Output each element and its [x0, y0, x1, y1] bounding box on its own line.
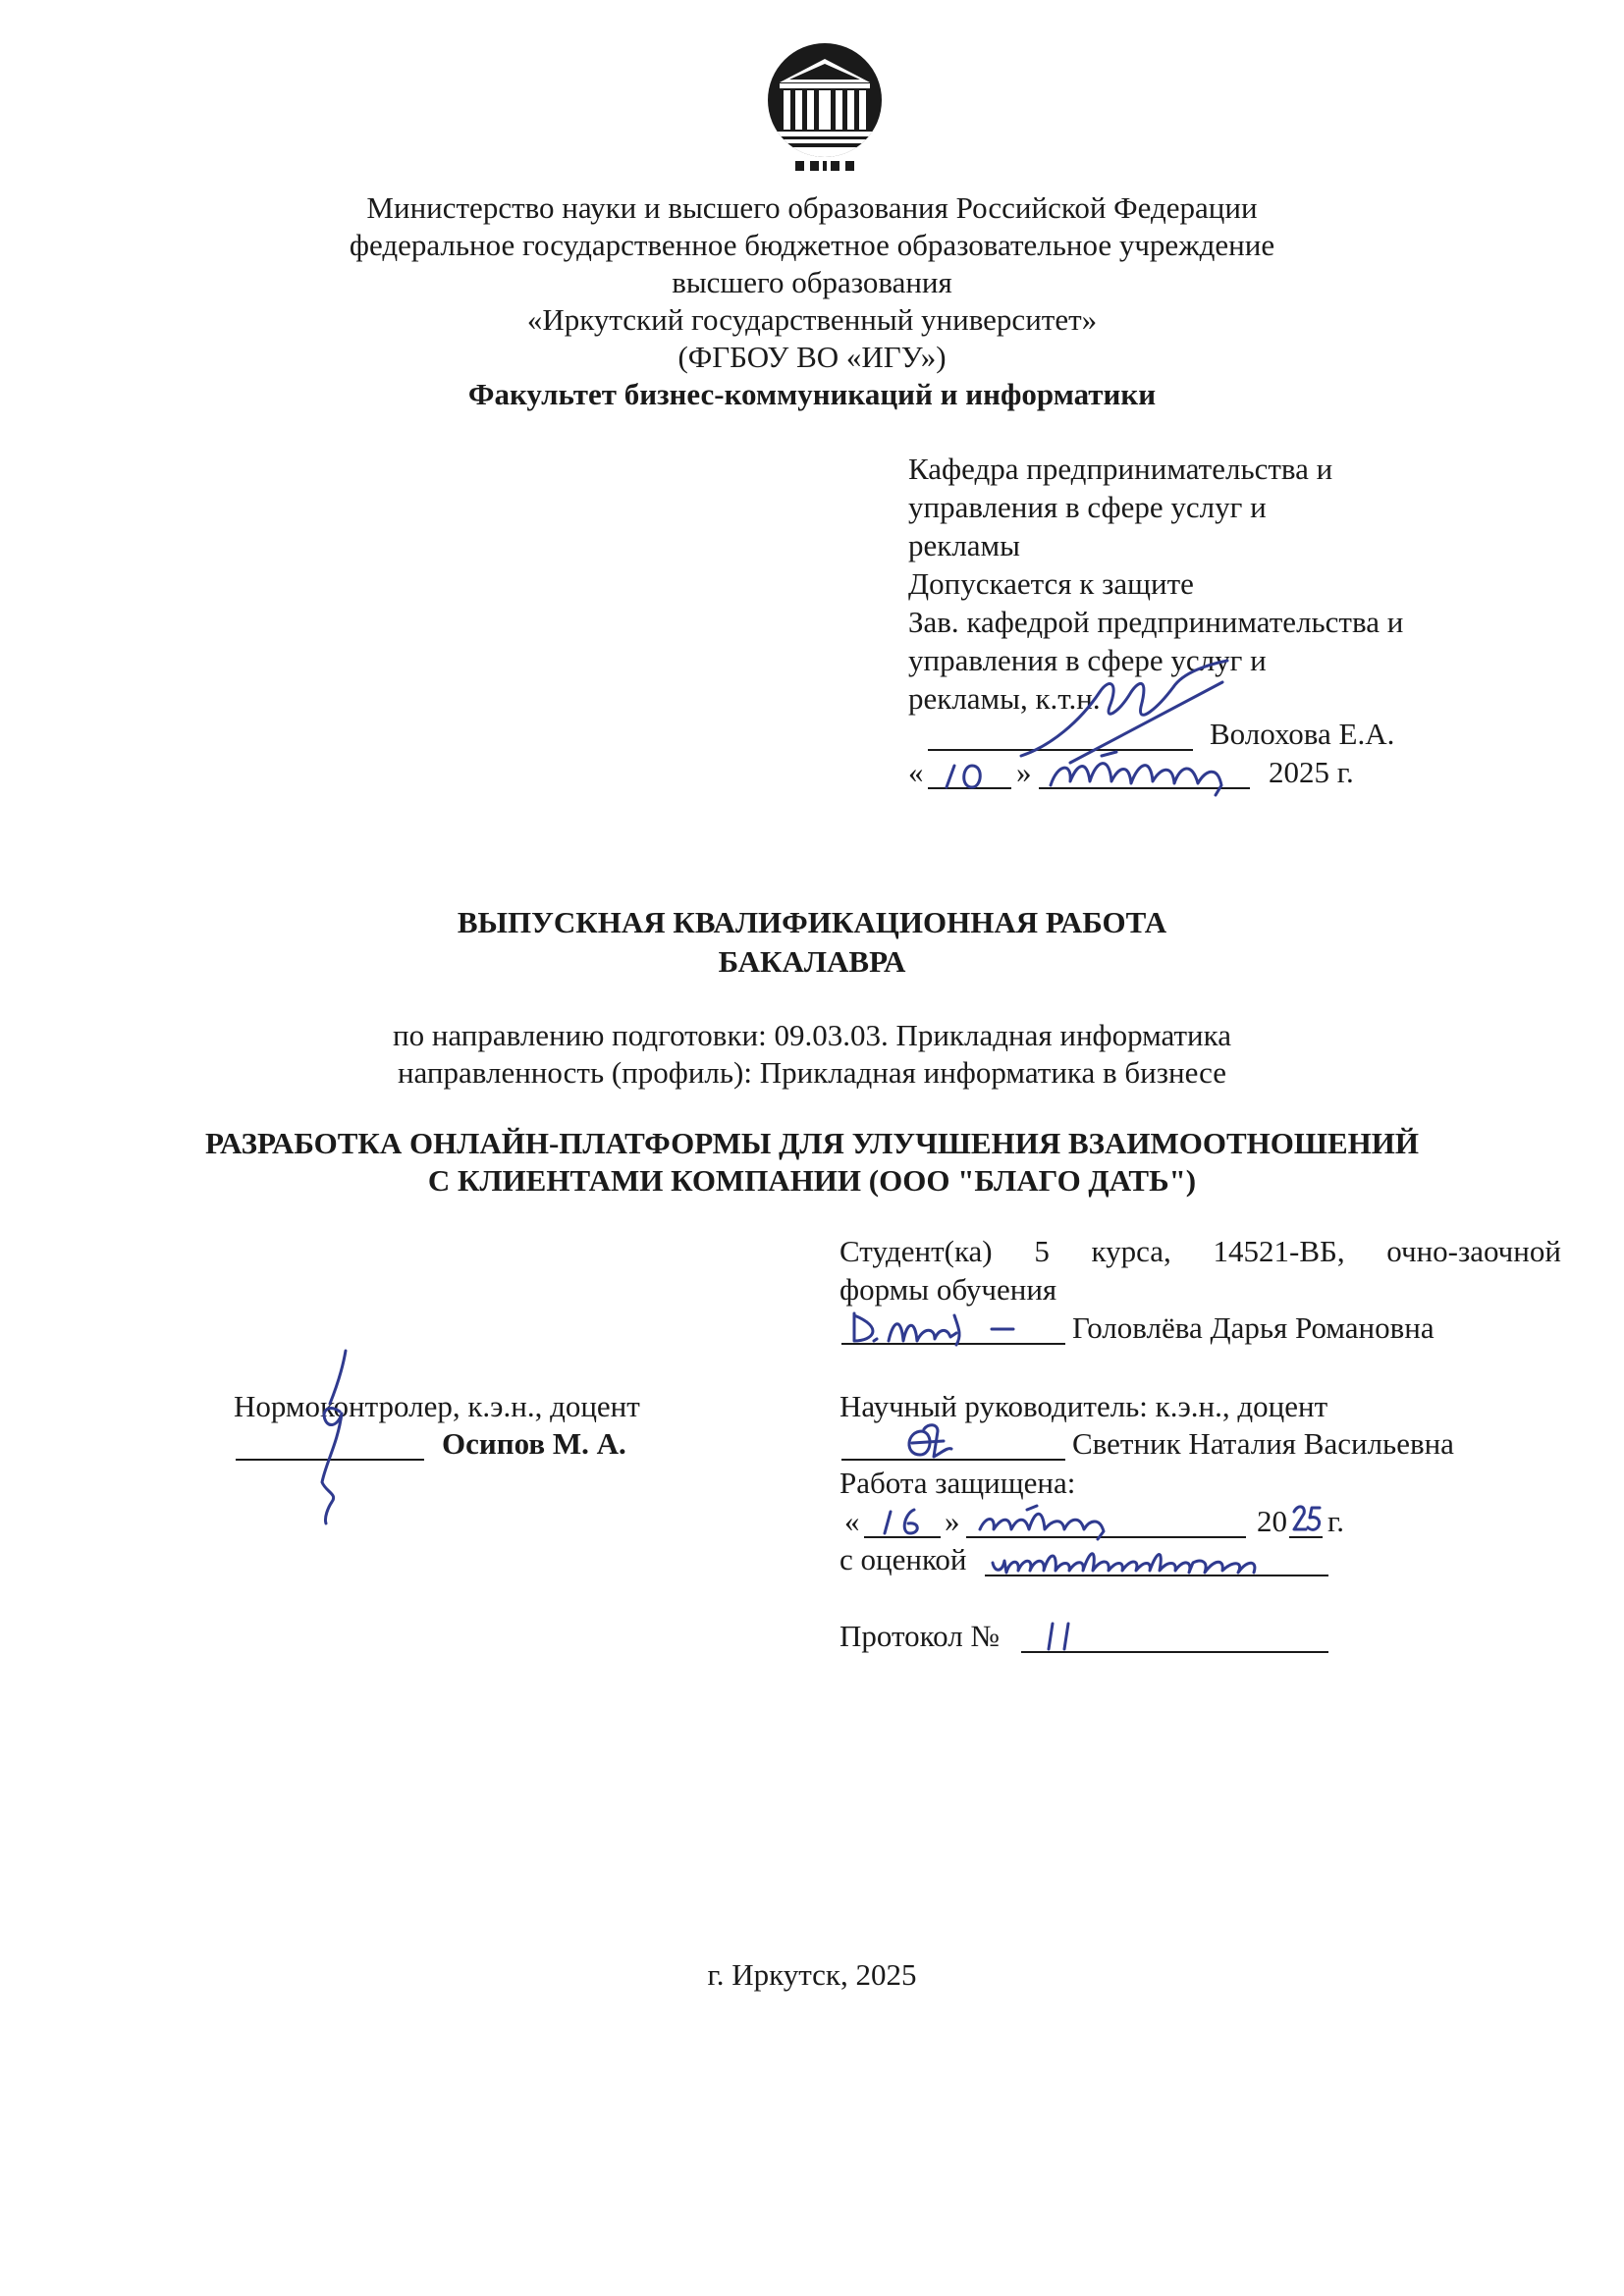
norm-control-name: Осипов М. А.: [442, 1426, 626, 1461]
head-line-1: Зав. кафедрой предпринимательства и: [908, 605, 1404, 639]
head-line-3: рекламы, к.т.н.: [908, 681, 1101, 716]
department-line-3: рекламы: [908, 528, 1020, 562]
topic-line-2: С КЛИЕНТАМИ КОМПАНИИ (ООО "БЛАГО ДАТЬ"): [427, 1163, 1197, 1198]
faculty-line: Факультет бизнес-коммуникаций и информатики: [467, 377, 1157, 411]
grade-handwritten: [987, 1541, 1321, 1578]
work-type-line-2: БАКАЛАВРА: [718, 944, 906, 979]
institution-type-line: федеральное государственное бюджетное образовательное учреждение: [349, 228, 1275, 262]
approval-year: 2025 г.: [1269, 755, 1354, 789]
profile-line: направленность (профиль): Прикладная информатика в бизнесе: [397, 1055, 1227, 1090]
work-type-line-1: ВЫПУСКНАЯ КВАЛИФИКАЦИОННАЯ РАБОТА: [457, 905, 1167, 939]
defense-year-prefix: 20: [1257, 1504, 1287, 1538]
ministry-line: Министерство науки и высшего образования Российской Федерации: [366, 190, 1258, 225]
norm-control-role: Нормоконтролер, к.э.н., доцент: [234, 1389, 640, 1423]
student-word: 14521-ВБ,: [1213, 1234, 1345, 1268]
approval-month-handwritten: [1043, 744, 1249, 798]
university-abbr-line: (ФГБОУ ВО «ИГУ»): [677, 340, 947, 374]
department-line-2: управления в сфере услуг и: [908, 490, 1267, 524]
student-word: 5: [1034, 1234, 1050, 1268]
head-name: Волохова Е.А.: [1210, 717, 1395, 751]
norm-control-signature: [312, 1345, 371, 1526]
protocol-handwritten: [1041, 1620, 1080, 1653]
defense-year-line: [1289, 1536, 1323, 1538]
city-year: г. Иркутск, 2025: [707, 1957, 917, 1992]
student-word: курса,: [1091, 1234, 1171, 1268]
student-word: очно-заочной: [1386, 1234, 1561, 1268]
university-logo: [766, 39, 884, 172]
grade-label: с оценкой: [839, 1542, 967, 1576]
student-signature: [844, 1306, 1060, 1350]
defense-quote-close: »: [945, 1504, 960, 1538]
approval-quote-open: «: [908, 755, 924, 789]
defense-month-handwritten: [972, 1500, 1139, 1541]
defense-quote-open: «: [844, 1504, 860, 1538]
supervisor-role: Научный руководитель: к.э.н., доцент: [839, 1389, 1328, 1423]
student-name: Головлёва Дарья Романовна: [1072, 1310, 1435, 1345]
defense-year-handwritten: [1290, 1502, 1324, 1535]
approval-day-handwritten: [933, 756, 1011, 795]
defense-day-handwritten: [869, 1504, 938, 1539]
protocol-label: Протокол №: [839, 1619, 1000, 1653]
university-name-line: «Иркутский государственный университет»: [526, 302, 1098, 337]
approval-quote-close: »: [1016, 755, 1032, 789]
student-word: Студент(ка): [839, 1234, 993, 1268]
head-line-2: управления в сфере услуг и: [908, 643, 1267, 677]
admitted-line: Допускается к защите: [908, 566, 1194, 601]
topic-line-1: РАЗРАБОТКА ОНЛАЙН-ПЛАТФОРМЫ ДЛЯ УЛУЧШЕНИЯ ВЗАИМООТНОШЕНИЙ: [205, 1126, 1419, 1160]
defense-label: Работа защищена:: [839, 1466, 1076, 1500]
education-level-line: высшего образования: [672, 265, 952, 299]
student-line-1: [839, 1232, 1561, 1271]
direction-line: по направлению подготовки: 09.03.03. Прикладная информатика: [392, 1018, 1231, 1052]
supervisor-name: Светник Наталия Васильевна: [1072, 1426, 1454, 1461]
department-line-1: Кафедра предпринимательства и: [908, 452, 1333, 486]
supervisor-signature: [898, 1419, 957, 1461]
student-line-2: формы обучения: [839, 1272, 1057, 1307]
defense-year-end: г.: [1327, 1504, 1344, 1538]
